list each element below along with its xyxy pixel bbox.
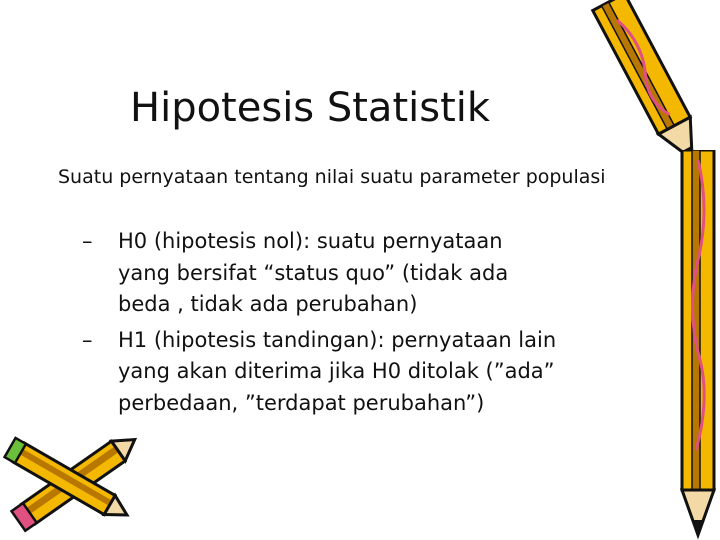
bullet-item-h1 (70, 325, 670, 420)
bullet-marker: – (82, 229, 93, 253)
bullet-line: perbedaan, ”terdapat perubahan”) (118, 390, 485, 415)
pencil-icon (676, 150, 720, 540)
bullet-line: yang bersifat “status quo” (tidak ada (118, 260, 509, 285)
bullet-line: yang akan diterima jika H0 ditolak (”ada” (118, 359, 555, 383)
bullet-list (70, 226, 670, 419)
slide-title: Hipotesis Statistik (130, 85, 491, 131)
bullet-line: H1 (hipotesis tandingan): pernyataan lain (118, 327, 557, 352)
bullet-marker: – (82, 327, 93, 352)
bullet-item-h0 (70, 226, 670, 321)
bullet-line: beda , tidak ada perubahan) (118, 292, 418, 316)
pencils-icon (0, 430, 150, 540)
bullet-line: H0 (hipotesis nol): suatu pernyataan (118, 229, 503, 253)
slide-subtitle: Suatu pernyataan tentang nilai suatu parameter populasi (58, 166, 606, 188)
